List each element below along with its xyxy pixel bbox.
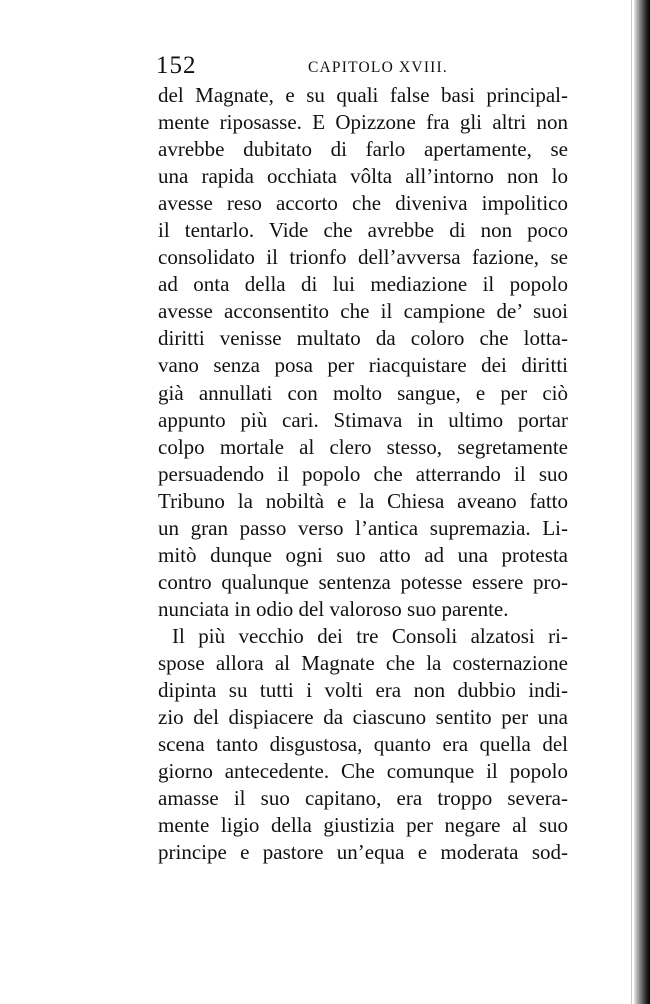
text-line: contro qualunque sentenza potesse essere pro- — [158, 569, 568, 594]
text-line: appunto più cari. Stimava in ultimo portar — [158, 407, 568, 432]
text-line: amasse il suo capitano, era troppo severa- — [158, 786, 568, 811]
text-line: persuadendo il popolo che atterrando il suo — [158, 461, 568, 486]
text-line: principe e pastore un’equa e moderata sod- — [158, 840, 568, 865]
chapter-title: CAPITOLO XVIII. — [308, 59, 448, 76]
text-line: giorno antecedente. Che comunque il popolo — [158, 759, 568, 784]
text-line: una rapida occhiata vôlta all’intorno non lo — [158, 164, 568, 189]
page-number: 152 — [156, 52, 197, 79]
text-line: già annullati con molto sangue, e per ciò — [158, 380, 568, 405]
text-line: mitò dunque ogni suo atto ad una protesta — [158, 542, 568, 567]
text-line: ad onta della di lui mediazione il popolo — [158, 272, 568, 297]
running-head — [156, 52, 566, 80]
text-line: mente riposasse. E Opizzone fra gli altri non — [158, 110, 568, 135]
binding-shadow — [634, 0, 650, 1004]
text-line: vano senza posa per riacquistare dei diritti — [158, 353, 568, 378]
text-line: zio del dispiacere da ciascuno sentito per una — [158, 705, 568, 730]
text-line: avesse reso accorto che diveniva impolitico — [158, 191, 568, 216]
text-line: scena tanto disgustosa, quanto era quella del — [158, 732, 568, 757]
text-line: mente ligio della giustizia per negare al suo — [158, 813, 568, 838]
text-line: Tribuno la nobiltà e la Chiesa aveano fatto — [158, 488, 568, 513]
text-line: dipinta su tutti i volti era non dubbio indi- — [158, 678, 568, 703]
text-line: nunciata in odio del valoroso suo parente. — [158, 596, 509, 621]
text-line: avesse acconsentito che il campione de’ suoi — [158, 299, 568, 324]
text-line: un gran passo verso l’antica supremazia. Li- — [158, 515, 568, 540]
text-line: colpo mortale al clero stesso, segretamente — [158, 434, 568, 459]
text-line: del Magnate, e su quali false basi principal- — [158, 83, 568, 107]
text-line: Il più vecchio dei tre Consoli alzatosi ri- — [172, 623, 568, 648]
text-line: diritti venisse multato da coloro che lotta- — [158, 326, 568, 351]
gutter-line — [631, 0, 632, 1004]
text-line: il tentarlo. Vide che avrebbe di non poco — [158, 218, 568, 243]
text-line: spose allora al Magnate che la costernazione — [158, 650, 568, 675]
body-text — [158, 82, 568, 866]
text-line: consolidato il trionfo dell’avversa fazione, se — [158, 245, 568, 270]
text-line: avrebbe dubitato di farlo apertamente, se — [158, 137, 568, 162]
